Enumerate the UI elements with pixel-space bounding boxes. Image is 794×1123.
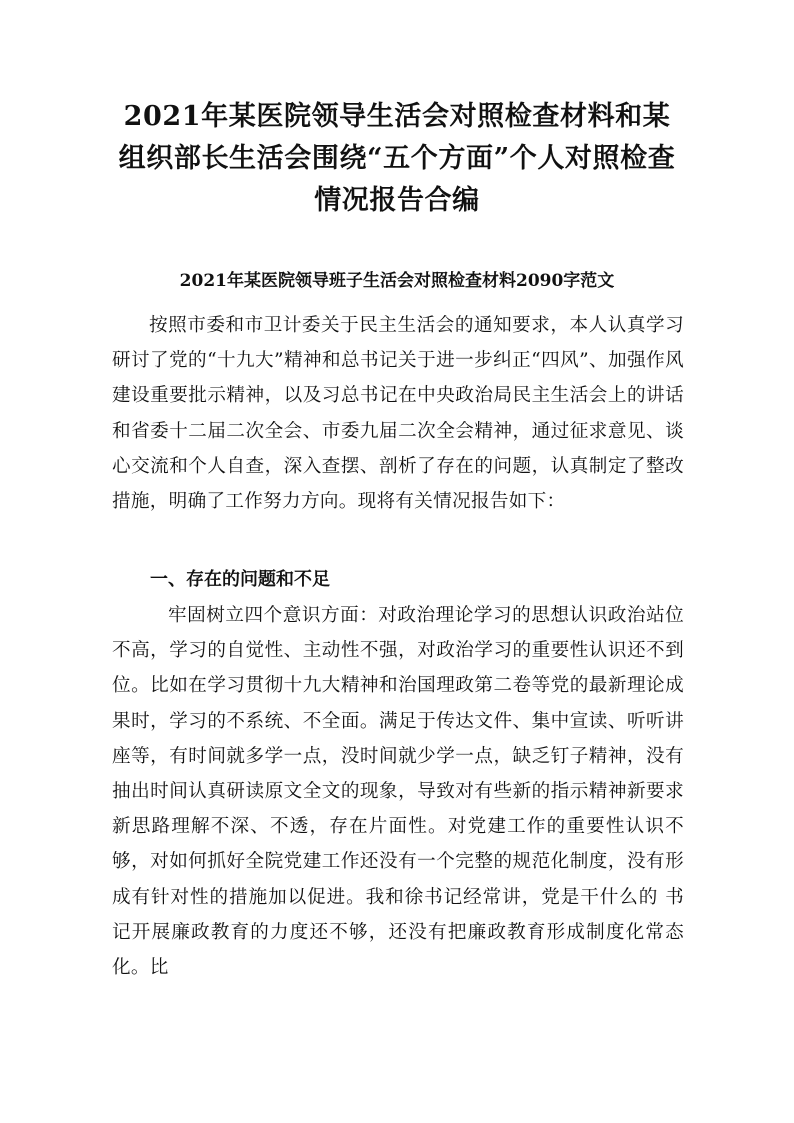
document-subtitle: 2021年某医院领导班子生活会对照检查材料2090字范文 [179,271,615,291]
document-title: 2021年某医院领导生活会对照检查材料和某组织部长生活会围绕“五个方面”个人对照检查情况报告合编 [118,101,676,216]
intro-paragraph: 按照市委和市卫计委关于民主生活会的通知要求，本人认真学习研讨了党的“十九大”精神和总书记关于进一步纠正“四风”、加强作风建设重要批示精神，以及习总书记在中央政治局民主生活会上的讲话和省委十二届二次全会、市委九届二次全会精神，通过征求意见、谈心交流和个人自查，深入查摆、剖析了存在的问题，认真制定了整改措施，明确了工作努力方向。现将有关情况报告如下： [112,315,684,513]
body-paragraph: 牢固树立四个意识方面：对政治理论学习的思想认识政治站位不高，学习的自觉性、主动性不强，对政治学习的重要性认识还不到位。比如在学习贯彻十九大精神和治国理政第二卷等党的最新理论成果时，学习的不系统、不全面。满足于传达文件、集中宣读、听听讲座等，有时间就多学一点，没时间就少学一点，缺乏钉子精神，没有抽出时间认真研读原文全文的现象，导致对有些新的指示精神新要求新思路理解不深、不透，存在片面性。对党建工作的重要性认识不够，对如何抓好全院党建工作还没有一个完整的规范化制度，没有形成有针对性的措施加以促进。我和徐书记经常讲，党是干什么的 书记开展廉政教育的力度还不够，还没有把廉政教育形成制度化常态化。比 [112,605,684,979]
section-heading: 一、存在的问题和不足 [150,569,330,590]
